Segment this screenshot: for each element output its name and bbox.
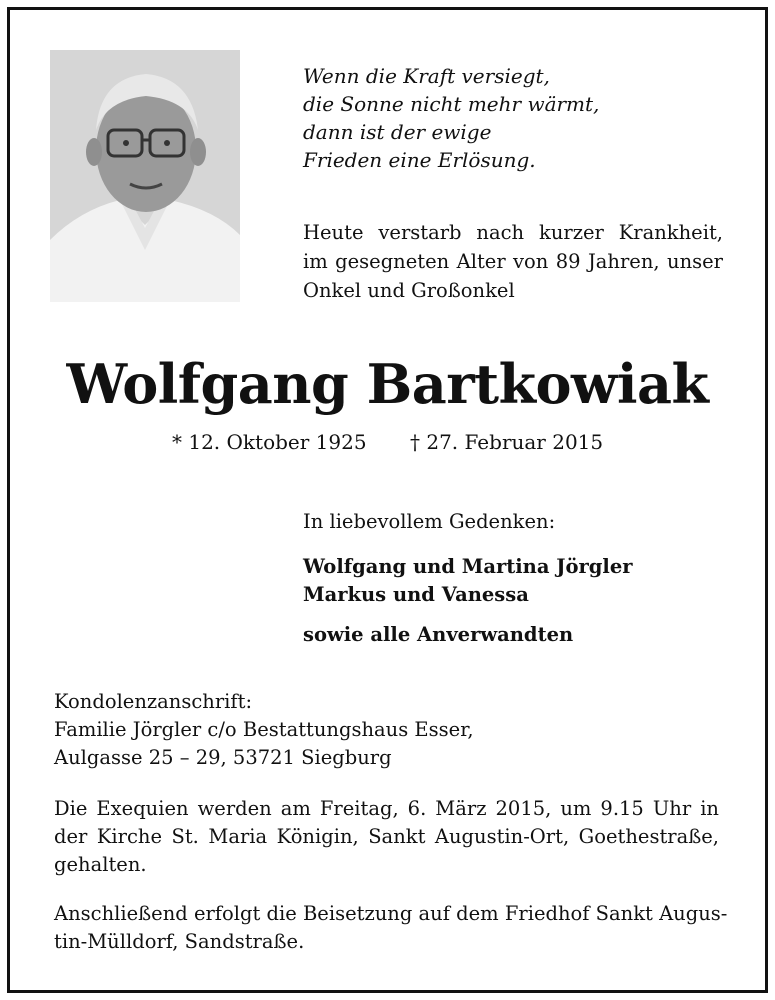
mourner-line: Markus und Vanessa <box>303 583 529 606</box>
deceased-name: Wolfgang Bartkowiak <box>66 352 709 416</box>
announcement-line: Onkel und Großonkel <box>303 279 515 302</box>
portrait-photo <box>50 50 240 302</box>
death-announcement <box>303 218 723 305</box>
announcement-line: im gesegneten Alter von 89 Jahren, unser <box>303 250 723 273</box>
verse-line: Wenn die Kraft versiegt, <box>303 64 550 88</box>
verse-line: Frieden eine Erlösung. <box>303 148 536 172</box>
condolence-line: Kondolenzanschrift: <box>54 690 253 713</box>
life-dates <box>172 430 604 454</box>
exequien-line: Die Exequien werden am Freitag, 6. März 2015, um 9.15 Uhr in <box>54 797 719 820</box>
memory-heading: In liebevollem Gedenken: <box>303 510 556 533</box>
burial-line: Anschließend erfolgt die Beisetzung auf dem Friedhof Sankt Augus- <box>54 902 728 925</box>
verse <box>303 62 723 174</box>
condolence-line: Familie Jörgler c/o Bestattungshaus Esser, <box>54 718 474 741</box>
exequien-paragraph <box>54 795 719 879</box>
verse-line: die Sonne nicht mehr wärmt, <box>303 92 600 116</box>
burial-paragraph <box>54 900 728 956</box>
death-date: † 27. Februar 2015 <box>410 430 604 454</box>
burial-line: tin-Mülldorf, Sandstraße. <box>54 930 305 953</box>
exequien-line: gehalten. <box>54 853 147 876</box>
verse-line: dann ist der ewige <box>303 120 492 144</box>
condolence-line: Aulgasse 25 – 29, 53721 Siegburg <box>54 746 392 769</box>
mourner-relatives: sowie alle Anverwandten <box>303 623 574 646</box>
mourner-line: Wolfgang und Martina Jörgler <box>303 555 633 578</box>
announcement-line: Heute verstarb nach kurzer Krankheit, <box>303 221 723 244</box>
portrait-illustration <box>50 50 240 302</box>
mourners <box>303 553 633 649</box>
birth-date: * 12. Oktober 1925 <box>172 430 367 454</box>
condolence-address <box>54 688 474 772</box>
exequien-line: der Kirche St. Maria Königin, Sankt Augustin-Ort, Goethestraße, <box>54 825 719 848</box>
